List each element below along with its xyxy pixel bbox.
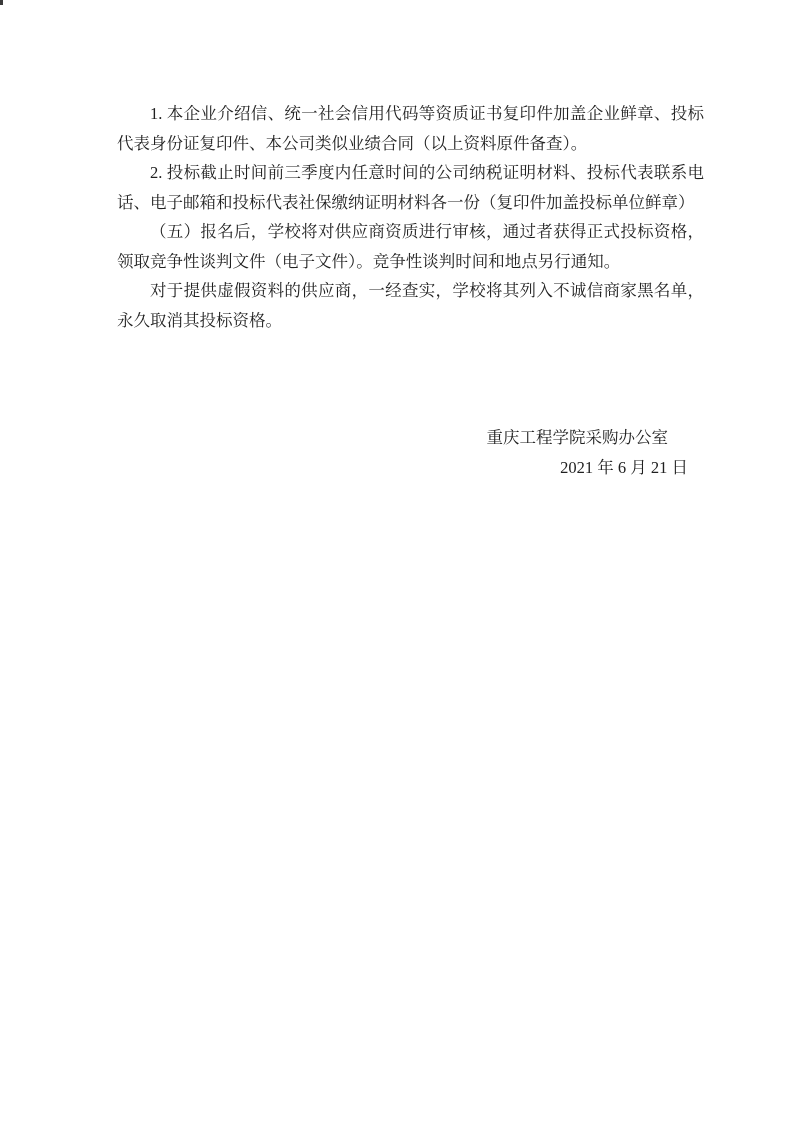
signature-spacer <box>117 335 704 423</box>
scan-artifact-mark <box>0 0 3 5</box>
paragraph-requirement-1: 1. 本企业介绍信、统一社会信用代码等资质证书复印件加盖企业鲜章、投标代表身份证复印件、本公司类似业绩合同（以上资料原件备查）。 <box>117 104 704 153</box>
signature-organization: 重庆工程学院采购办公室 <box>486 428 668 447</box>
signature-date: 2021 年 6 月 21 日 <box>560 457 688 477</box>
paragraph-fraud-warning: 对于提供虚假资料的供应商，一经查实，学校将其列入不诚信商家黑名单，永久取消其投标资格。 <box>117 281 704 330</box>
paragraph-review-notice: （五）报名后，学校将对供应商资质进行审核，通过者获得正式投标资格，领取竞争性谈判文件（电子文件）。竞争性谈判时间和地点另行通知。 <box>117 222 704 271</box>
paragraph-requirement-2: 2. 投标截止时间前三季度内任意时间的公司纳税证明材料、投标代表联系电话、电子邮箱和投标代表社保缴纳证明材料各一份（复印件加盖投标单位鲜章） <box>117 163 704 212</box>
document-body <box>117 99 704 482</box>
